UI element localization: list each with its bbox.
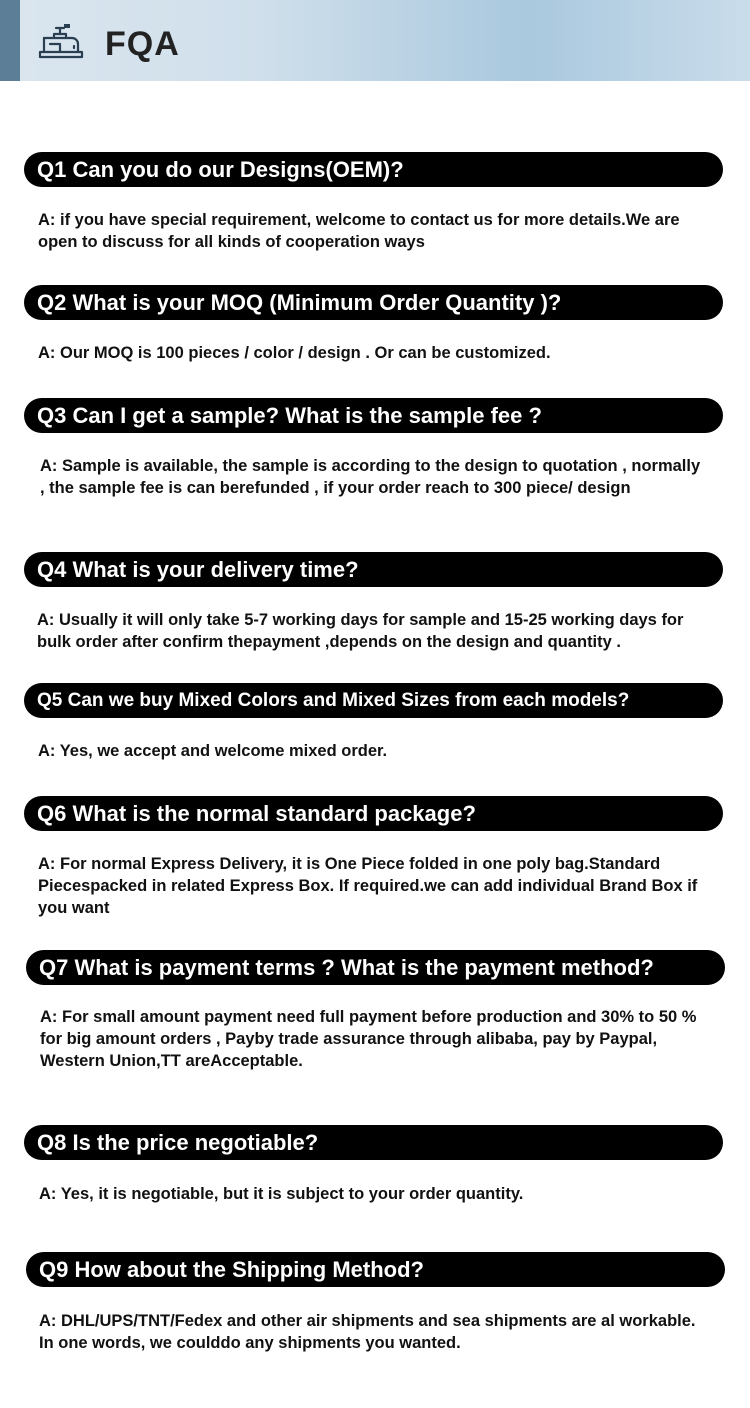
faq-question-7: Q7 What is payment terms ? What is the payment method? bbox=[26, 950, 725, 985]
faq-answer-9: A: DHL/UPS/TNT/Fedex and other air shipments and sea shipments are al workable. In one words, we coulddo any shipments you wanted. bbox=[39, 1312, 696, 1352]
faq-answer-8: A: Yes, it is negotiable, but it is subject to your order quantity. bbox=[39, 1185, 524, 1203]
faq-question-9: Q9 How about the Shipping Method? bbox=[26, 1252, 725, 1287]
faq-answer-1: A: if you have special requirement, welcome to contact us for more details.We are open to discuss for all kinds of cooperation ways bbox=[38, 211, 680, 251]
header-accent-bar bbox=[0, 0, 20, 81]
faq-answer-7: A: For small amount payment need full payment before production and 30% to 50 % for big amount orders , Payby trade assurance through alibaba, pay by Paypal, Western Union,TT areAcceptable. bbox=[40, 1008, 697, 1070]
page-header bbox=[0, 0, 750, 81]
faq-question-3: Q3 Can I get a sample? What is the sample fee ? bbox=[24, 398, 723, 433]
faq-answer-4: A: Usually it will only take 5-7 working days for sample and 15-25 working days for bulk order after confirm thepayment ,depends on the design and quantity . bbox=[37, 611, 684, 651]
faq-answer-3: A: Sample is available, the sample is according to the design to quotation , normally , the sample fee is can berefunded , if your order reach to 300 piece/ design bbox=[40, 457, 701, 497]
faq-question-8: Q8 Is the price negotiable? bbox=[24, 1125, 723, 1160]
faq-answer-5: A: Yes, we accept and welcome mixed order. bbox=[38, 742, 388, 760]
faq-answer-2: A: Our MOQ is 100 pieces / color / design . Or can be customized. bbox=[38, 344, 551, 362]
faq-question-2: Q2 What is your MOQ (Minimum Order Quantity )? bbox=[24, 285, 723, 320]
faq-question-4: Q4 What is your delivery time? bbox=[24, 552, 723, 587]
page-title: FQA bbox=[105, 25, 180, 63]
faq-answer-6: A: For normal Express Delivery, it is One Piece folded in one poly bag.Standard Piecespacked in related Express Box. If required.we can add individual Brand Box if you want bbox=[38, 855, 698, 917]
faq-question-5: Q5 Can we buy Mixed Colors and Mixed Sizes from each models? bbox=[24, 683, 723, 718]
sewing-machine-icon bbox=[38, 22, 84, 62]
faq-question-1: Q1 Can you do our Designs(OEM)? bbox=[24, 152, 723, 187]
faq-question-6: Q6 What is the normal standard package? bbox=[24, 796, 723, 831]
